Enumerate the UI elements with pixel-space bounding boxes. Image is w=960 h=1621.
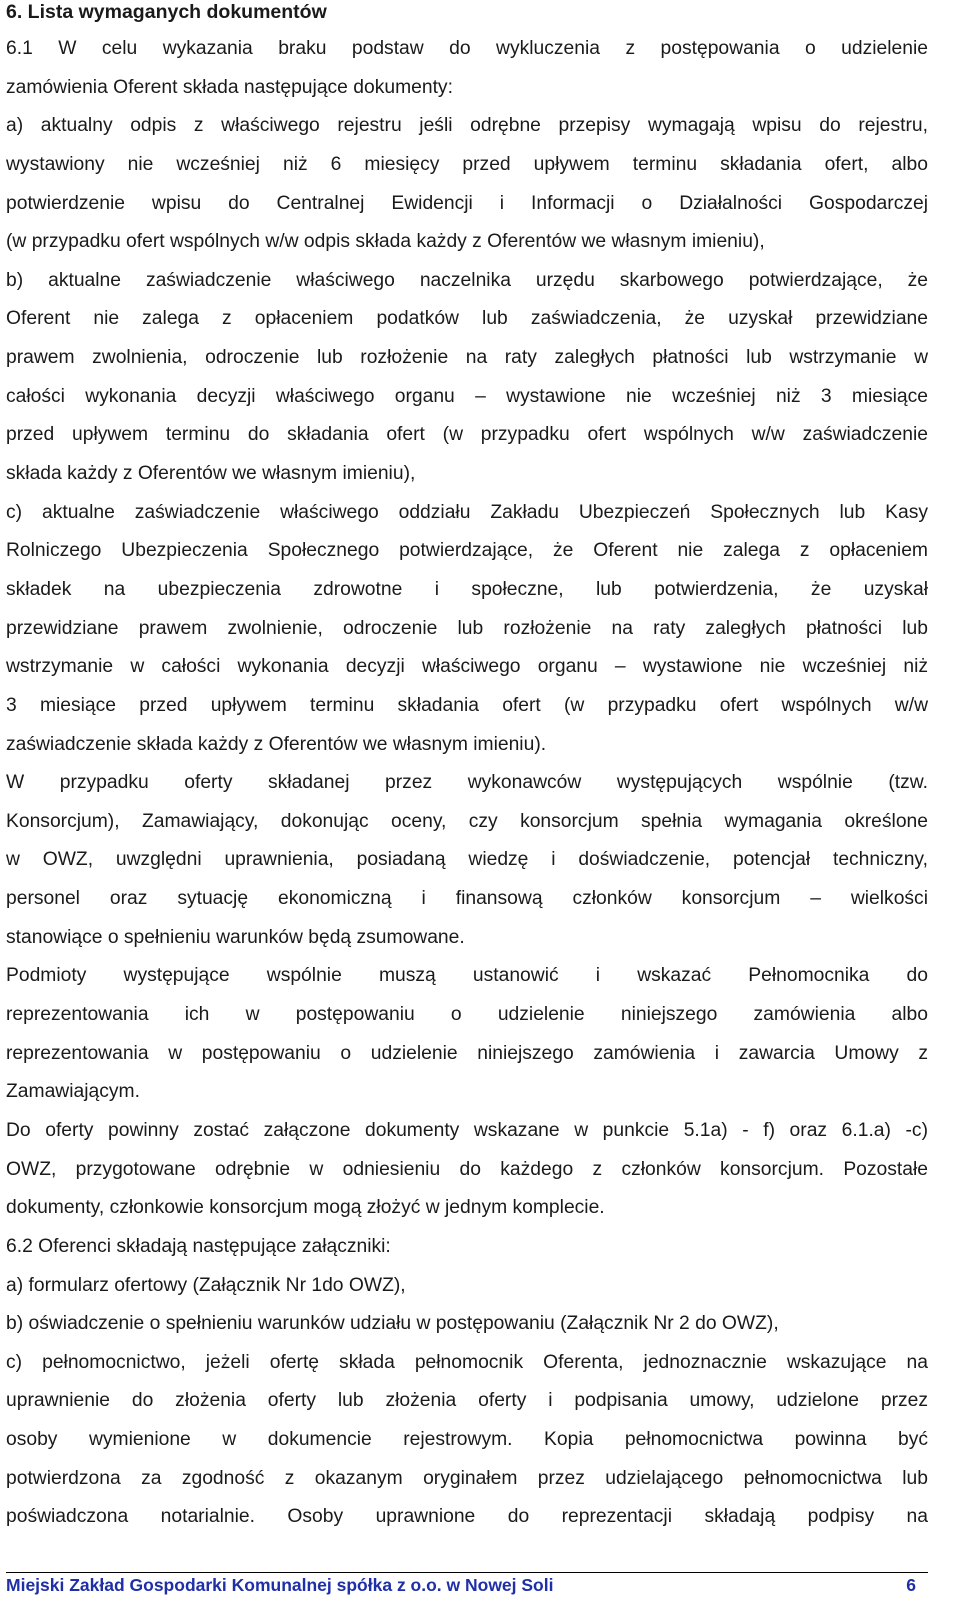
text-line: poświadczona notarialnie. Osoby uprawnione do reprezentacji składają podpisy na — [6, 1506, 928, 1528]
footer-divider — [6, 1572, 928, 1573]
text-line: składek na ubezpieczenia zdrowotne i społeczne, lub potwierdzenia, że uzyskał — [6, 578, 928, 600]
page-number: 6 — [906, 1575, 916, 1595]
text-line: W przypadku oferty składanej przez wykonawców występujących wspólnie (tzw. — [6, 772, 928, 794]
document-body — [6, 30, 928, 1537]
text-line: wystawiony nie wcześniej niż 6 miesięcy przed upływem terminu składania ofert, albo — [6, 153, 928, 175]
text-line: uprawnienie do złożenia oferty lub złożenia oferty i podpisania umowy, udzielone przez — [6, 1390, 928, 1412]
text-line: reprezentowania ich w postępowaniu o udzielenie niniejszego zamówienia albo — [6, 1004, 928, 1026]
text-line: prawem zwolnienia, odroczenie lub rozłożenie na raty zaległych płatności lub wstrzymanie w — [6, 347, 928, 369]
text-line: przewidziane prawem zwolnienie, odroczenie lub rozłożenie na raty zaległych płatności lub — [6, 617, 928, 639]
text-line: zamówienia Oferent składa następujące dokumenty: — [6, 76, 453, 98]
document-page — [6, 0, 928, 1537]
text-line: a) formularz ofertowy (Załącznik Nr 1do OWZ), — [6, 1274, 406, 1296]
text-line: Oferent nie zalega z opłaceniem podatków lub zaświadczenia, że uzyskał przewidziane — [6, 308, 928, 330]
text-line: c) pełnomocnictwo, jeżeli ofertę składa pełnomocnik Oferenta, jednoznacznie wskazujące na — [6, 1351, 928, 1373]
text-line: potwierdzona za zgodność z okazanym oryginałem przez udzielającego pełnomocnictwa lub — [6, 1467, 928, 1489]
text-line: Podmioty występujące wspólnie muszą ustanowić i wskazać Pełnomocnika do — [6, 965, 928, 987]
text-line: 3 miesiące przed upływem terminu składania ofert (w przypadku ofert wspólnych w/w — [6, 694, 928, 716]
footer-company: Miejski Zakład Gospodarki Komunalnej spółka z o.o. w Nowej Soli — [6, 1575, 554, 1595]
text-line: 6.1 W celu wykazania braku podstaw do wykluczenia z postępowania o udzielenie — [6, 38, 928, 59]
text-line: składa każdy z Oferentów we własnym imieniu), — [6, 463, 416, 485]
text-line: OWZ, przygotowane odrębnie w odniesieniu do każdego z członków konsorcjum. Pozostałe — [6, 1158, 928, 1180]
text-line: a) aktualny odpis z właściwego rejestru jeśli odrębne przepisy wymagają wpisu do rejestru, — [6, 115, 928, 137]
text-line: c) aktualne zaświadczenie właściwego oddziału Zakładu Ubezpieczeń Społecznych lub Kasy — [6, 501, 928, 523]
text-line: przed upływem terminu do składania ofert (w przypadku ofert wspólnych w/w zaświadczenie — [6, 424, 928, 446]
page-footer — [6, 1574, 916, 1596]
text-line: Rolniczego Ubezpieczenia Społecznego potwierdzające, że Oferent nie zalega z opłaceniem — [6, 540, 928, 562]
text-line: b) oświadczenie o spełnieniu warunków udziału w postępowaniu (Załącznik Nr 2 do OWZ), — [6, 1313, 779, 1335]
text-line: w OWZ, uwzględni uprawnienia, posiadaną wiedzę i doświadczenie, potencjał techniczny, — [6, 849, 928, 871]
text-line: Do oferty powinny zostać załączone dokumenty wskazane w punkcie 5.1a) - f) oraz 6.1.a) -c) — [6, 1119, 928, 1141]
text-line: całości wykonania decyzji właściwego organu – wystawione nie wcześniej niż 3 miesiące — [6, 385, 928, 407]
text-line: 6.2 Oferenci składają następujące załączniki: — [6, 1235, 391, 1257]
text-line: Zamawiającym. — [6, 1081, 140, 1103]
text-line: stanowiące o spełnieniu warunków będą zsumowane. — [6, 926, 465, 948]
text-line: dokumenty, członkowie konsorcjum mogą złożyć w jednym komplecie. — [6, 1197, 605, 1219]
section-heading: 6. Lista wymaganych dokumentów — [6, 1, 327, 23]
text-line: (w przypadku ofert wspólnych w/w odpis składa każdy z Oferentów we własnym imieniu), — [6, 231, 765, 253]
text-line: b) aktualne zaświadczenie właściwego naczelnika urzędu skarbowego potwierdzające, że — [6, 269, 928, 291]
text-line: wstrzymanie w całości wykonania decyzji właściwego organu – wystawione nie wcześniej niż — [6, 656, 928, 678]
text-line: osoby wymienione w dokumencie rejestrowym. Kopia pełnomocnictwa powinna być — [6, 1429, 928, 1451]
text-line: Konsorcjum), Zamawiający, dokonując oceny, czy konsorcjum spełnia wymagania określone — [6, 810, 928, 832]
text-line: personel oraz sytuację ekonomiczną i finansową członków konsorcjum – wielkości — [6, 888, 928, 910]
text-line: reprezentowania w postępowaniu o udzielenie niniejszego zamówienia i zawarcia Umowy z — [6, 1042, 928, 1064]
text-line: potwierdzenie wpisu do Centralnej Ewidencji i Informacji o Działalności Gospodarczej — [6, 192, 928, 214]
text-line: zaświadczenie składa każdy z Oferentów we własnym imieniu). — [6, 733, 547, 755]
